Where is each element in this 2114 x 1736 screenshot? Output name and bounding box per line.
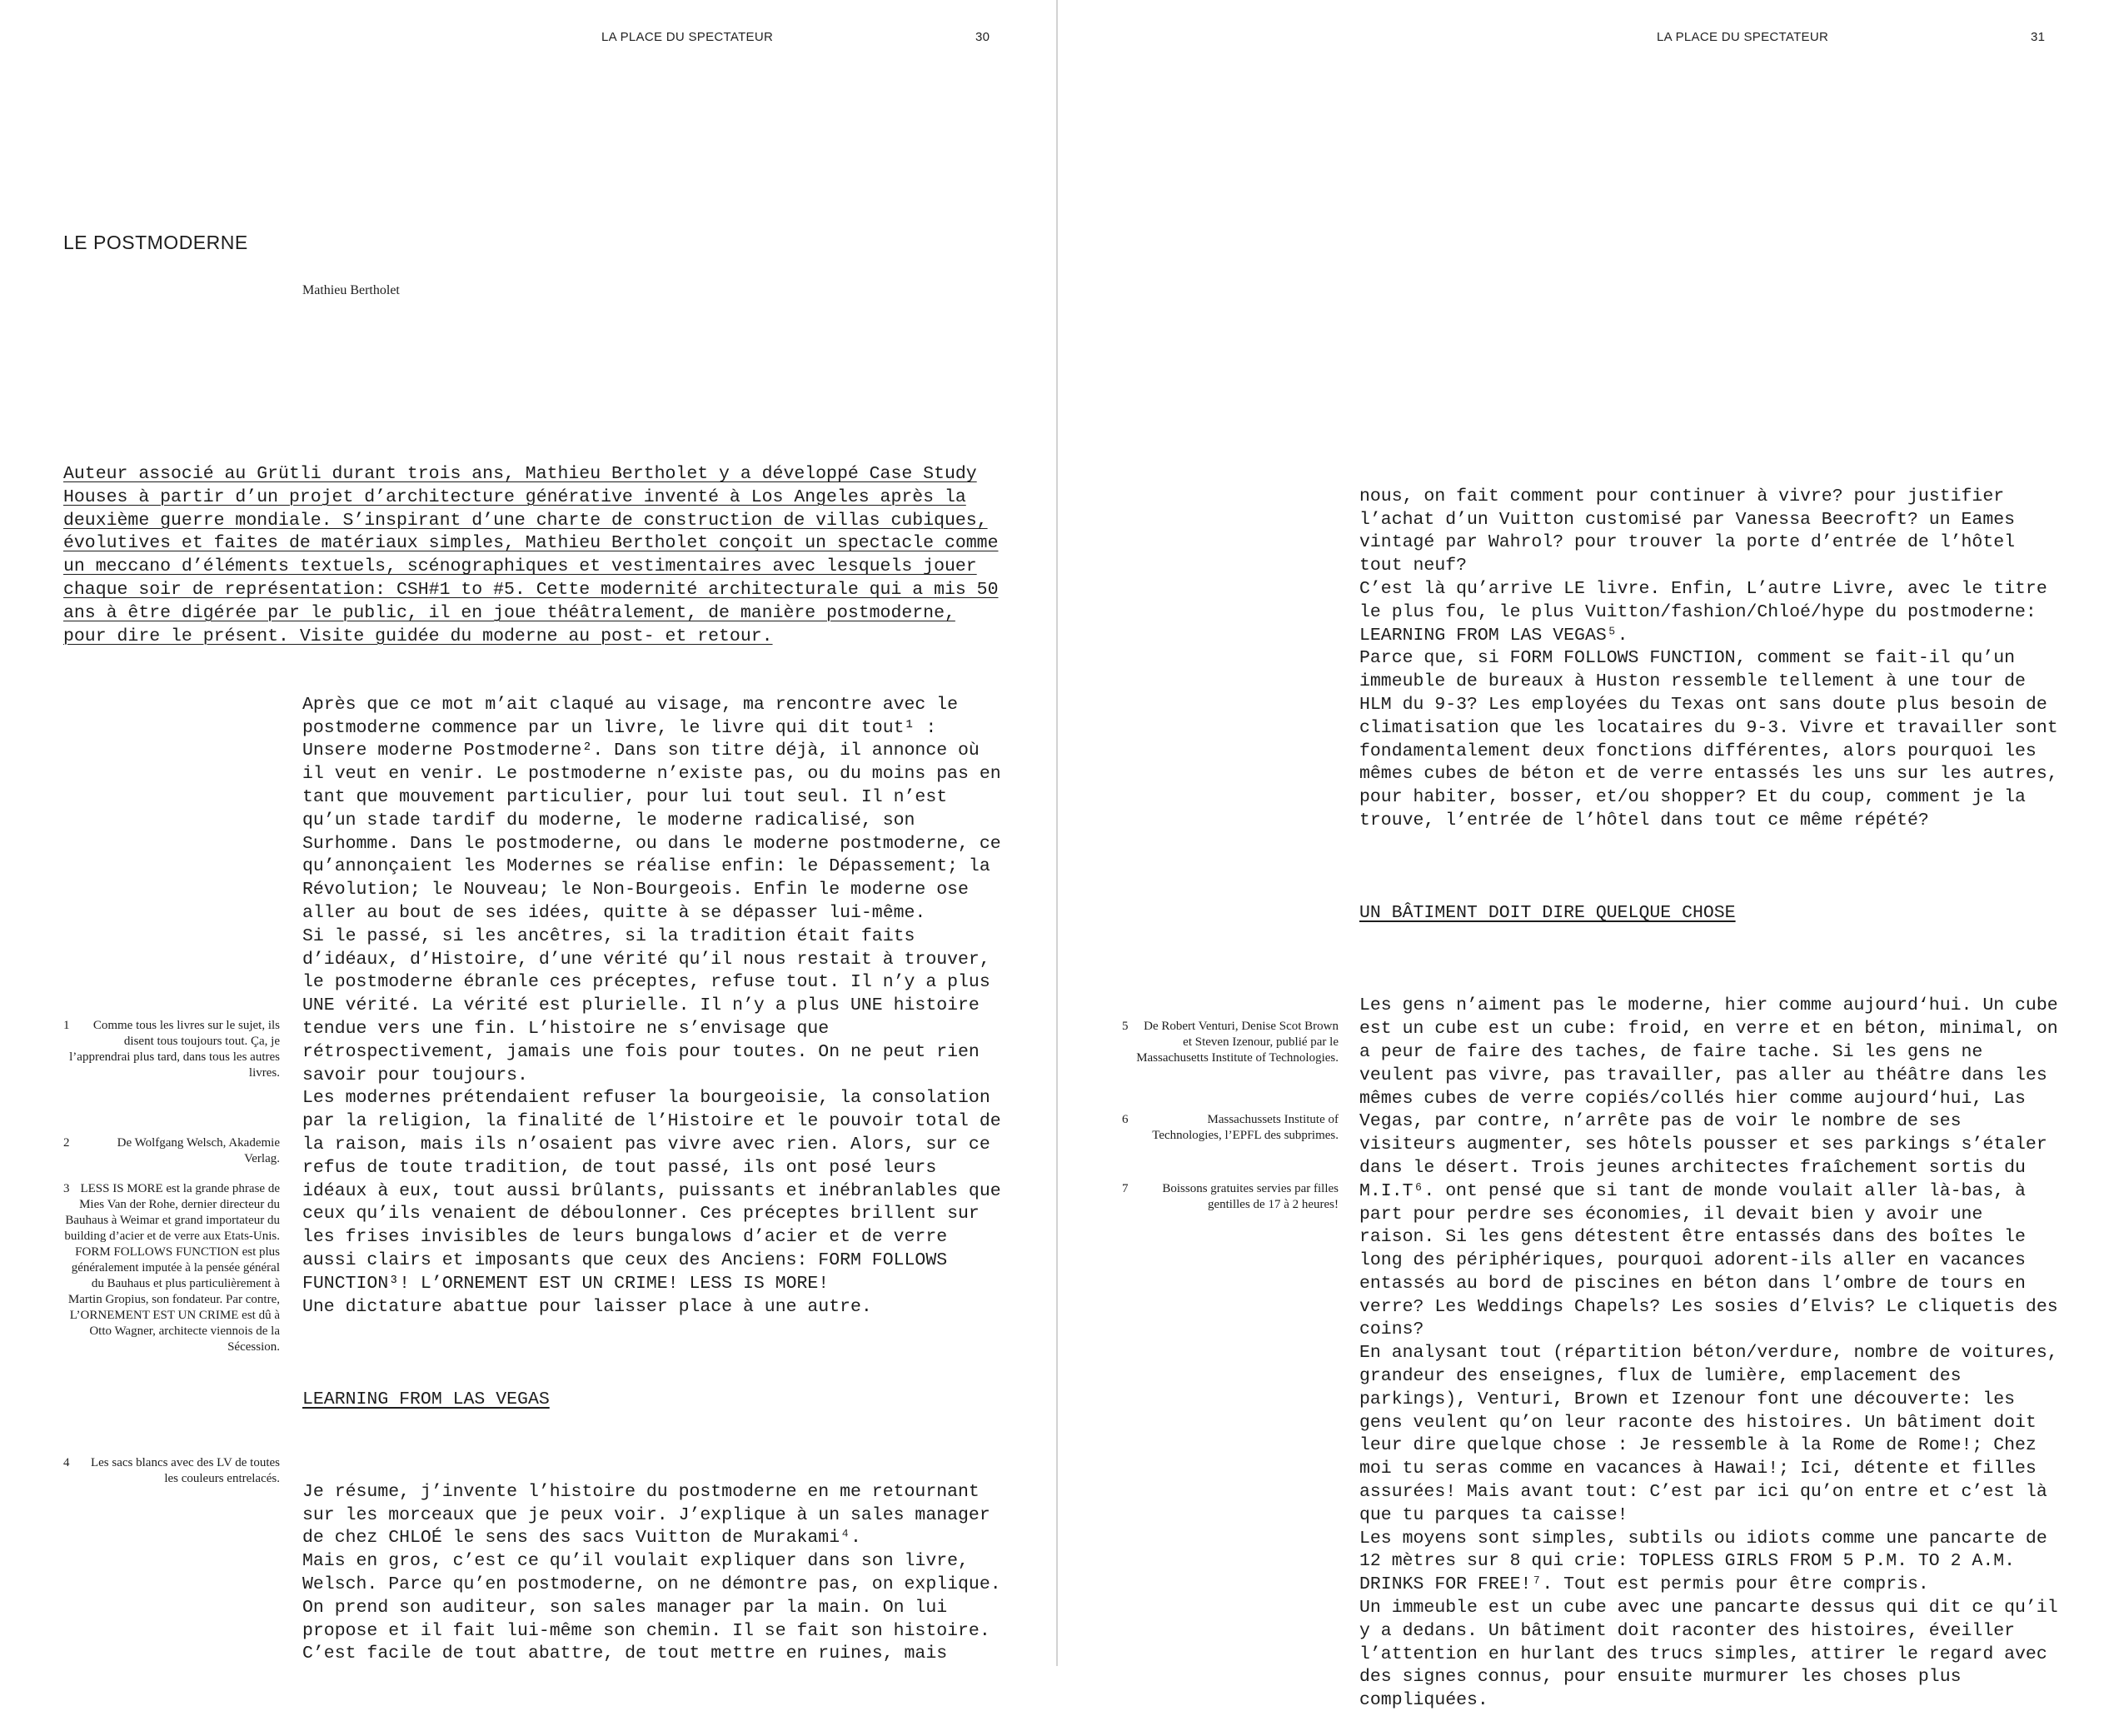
body-text: Les gens n’aiment pas le moderne, hier comme aujourd‘hui. Un cube est un cube est un cube: froid, en verre et en béton, minimal, on a peur de faire des taches, de faire tache. Si les gens ne veulent pas vivre, pas travailler, pas aller au théâtre dans les mêmes cubes de verre copiés/collés hier comme aujourd‘hui, Las Vegas, par contre, n’arrête pas de voir le nombre de ses visiteurs augmenter, ses hôtels pousser et ses parkings s’étaler dans le désert. Trois jeunes architectes fraîchement sortis du M.I.T⁶. ont pensé que si tant de monde voulait aller là-bas, à part pour perdre ses économies, il devait bien y avoir une raison. Si les gens détestent être entassés dans des boîtes le long des périphériques, pourquoi adorent-ils aller en vacances entassés au bord de piscines en béton dans l’ombre de tours en verre? Les Weddings Chapels? Les sosies d’Elvis? Le cliquetis des coins? En analysant tout (répartition béton/verdure, nombre de voitures, grandeur des enseignes, flux de lumière, emplacement des parkings), Venturi, Brown et Izenour font une découverte: les gens veulent qu’on leur raconte des histoires. Un bâtiment doit leur dire quelque chose : Je ressemble à la Rome de Rome!; Chez moi tu seras comme en vacances à Hawai!; Ici, détente et filles assurées! Mais avant tout: C’est par ici qu’on entre et c’est là que tu parques ta caisse! Les moyens sont simples, subtils ou idiots comme une pancarte de 12 mètres sur 8 qui crie: TOPLESS GIRLS FROM 5 P.M. TO 2 A.M. DRINKS FOR FREE!⁷. Tout est permis pour être compris. Un immeuble est un cube avec une pancarte dessus qui dit ce qu’il y a dedans. Un bâtiment doit raconter des histoires, éveiller l’attention en hurlant des trucs simples, attirer le regard avec des signes connus, pour ensuite murmurer les choses plus compliquées.	[1359, 995, 2058, 1711]
body-text: Après que ce mot m’ait claqué au visage, ma rencontre avec le postmoderne commence par un livre, le livre qui dit tout¹ : Unsere moderne Postmoderne². Dans son titre déjà, il annonce où il veut en venir. Le postmoderne n’existe pas, ou du moins pas en tant que mouvement particulier, pour lui tout seul. Il n’est qu’un stade tardif du moderne, le moderne radicalisé, son Surhomme. Dans le postmoderne, ou dans le moderne postmoderne, ce qu’annonçaient les Modernes se réalise enfin: le Dépassement; la Révolution; le Nouveau; le Non-Bourgeois. Enfin le moderne ose aller au bout de ses idées, quitte à se dépasser lui-même. Si le passé, si les ancêtres, si la tradition était faits d’idéaux, d’Histoire, d’une vérité qu’il nous restait à trouver, le postmoderne ébranle ces préceptes, refuse tout. Il n’y a plus UNE vérité. La vérité est plurielle. Il n’y a plus UNE histoire tendue vers une fin. L’histoire ne s’envisage que rétrospectivement, jamais une fois pour toutes. On ne peut rien savoir pour toujours. Les modernes prétendaient refuser la bourgeoisie, la consolation par la religion, la finalité de l’Histoire et le pouvoir total de la raison, mais ils n’osaient pas vivre avec rien. Alors, sur ce refus de toute tradition, de tout passé, ils ont posé leurs idéaux à eux, tout aussi brûlants, puissants et inébranlables que ceux qu’ils venaient de déboulonner. Ces préceptes brillent sur les frises invisibles de leurs bungalows d’acier et de verre aussi clairs et imposants que ceux des Anciens: FORM FOLLOWS FUNCTION³! L’ORNEMENT EST UN CRIME! LESS IS MORE! Une dictature abattue pour laisser place à une autre.	[302, 694, 1001, 1317]
footnote	[1122, 1112, 1339, 1144]
running-head: LA PLACE DU SPECTATEUR	[601, 30, 774, 44]
body-text: Je résume, j’invente l’histoire du postmoderne en me retournant sur les morceaux que je peux voir. J’explique à un sales manager de chez CHLOÉ le sens des sacs Vuitton de Murakami⁴. Mais en gros, c’est ce qu’il voulait expliquer dans son livre, Welsch. Parce qu’en postmoderne, on ne démontre pas, on explique. On prend son auditeur, son sales manager par la main. On lui propose et il fait lui-même son chemin. Il se fait son histoire. C’est facile de tout abattre, de tout mettre en ruines, mais	[302, 1481, 1001, 1664]
footnote-text: Boissons gratuites servies par filles gentilles de 17 à 2 heures!	[1162, 1182, 1339, 1211]
author-name: Mathieu Bertholet	[302, 283, 400, 297]
right-page	[1058, 0, 2114, 1711]
page-number: 31	[2031, 30, 2046, 44]
footnote	[63, 1135, 280, 1167]
footnote-text: Les sacs blancs avec des LV de toutes les couleurs entrelacés.	[90, 1456, 280, 1485]
footnote-number: 2	[63, 1136, 70, 1150]
section-subhead: LEARNING FROM LAS VEGAS	[302, 1389, 550, 1409]
footnote-number: 4	[63, 1456, 70, 1469]
footnote-number: 5	[1122, 1020, 1129, 1033]
footnote	[1122, 1019, 1339, 1066]
intro-paragraph	[63, 463, 1005, 648]
footnote-number: 1	[63, 1019, 70, 1032]
body-text: nous, on fait comment pour continuer à vivre? pour justifier l’achat d’un Vuitton customisé par Vanessa Beecroft? un Eames vintagé par Wahrol? pour trouver la porte d’entrée de l’hôtel tout neuf? C’est là qu’arrive LE livre. Enfin, L’autre Livre, avec le titre le plus fou, le plus Vuitton/fashion/Chloé/hype du postmoderne: LEARNING FROM LAS VEGAS⁵. Parce que, si FORM FOLLOWS FUNCTION, comment se fait-il qu’un immeuble de bureaux à Huston ressemble tellement à une tour de HLM du 9-3? Les employées du Texas ont sans doute plus besoin de climatisation que les locataires du 9-3. Vivre et travailler sont fondamentalement deux fonctions différentes, alors pourquoi les mêmes cubes de béton et de verre entassés les uns sur les autres, pour habiter, bosser, et/ou shopper? Et du coup, comment je la trouve, l’entrée de l’hôtel dans tout ce même répété?	[1359, 486, 2058, 831]
footnote-text: Massachussets Institute of Technologies, l’EPFL des subprimes.	[1152, 1113, 1339, 1142]
footnote-number: 7	[1122, 1182, 1129, 1195]
footnote	[1122, 1181, 1339, 1213]
main-column-right	[1359, 462, 2067, 1736]
article-title: LE POSTMODERNE	[63, 232, 248, 253]
footnote-text: De Robert Venturi, Denise Scot Brown et Steven Izenour, publié par le Massachusetts Institute of Technologies.	[1136, 1020, 1339, 1065]
left-page	[0, 0, 1056, 1666]
running-head: LA PLACE DU SPECTATEUR	[1657, 30, 1829, 44]
footnote	[63, 1455, 280, 1487]
section-subhead: UN BÂTIMENT DOIT DIRE QUELQUE CHOSE	[1359, 903, 1736, 924]
footnote-number: 6	[1122, 1113, 1129, 1126]
footnote	[63, 1018, 280, 1081]
footnote-text: Comme tous les livres sur le sujet, ils disent tous toujours tout. Ça, je l’apprendrai plus tard, dans tous les autres livres.	[69, 1019, 280, 1080]
intro-text: Auteur associé au Grütli durant trois ans, Mathieu Bertholet y a développé Case Study Houses à partir d’un projet d’architecture générative inventé à Los Angeles après la deuxième guerre mondiale. S’inspirant d’une charte de construction de villas cubiques, évolutives et faites de matériaux simples, Mathieu Bertholet conçoit un spectacle comme un meccano d’éléments textuels, scénographiques et vestimentaires avec lesquels jouer chaque soir de représentation: CSH#1 to #5. Cette modernité architecturale qui a mis 50 ans à être digérée par le public, il en joue théâtralement, de manière postmoderne, pour dire le présent. Visite guidée du moderne au post- et retour.	[63, 464, 999, 646]
page-number: 30	[975, 30, 990, 44]
footnote-text: De Wolfgang Welsch, Akademie Verlag.	[117, 1136, 280, 1165]
footnote-number: 3	[63, 1182, 70, 1195]
footnote	[63, 1181, 280, 1355]
footnote-text: LESS IS MORE est la grande phrase de Mies Van der Rohe, dernier directeur du Bauhaus à Weimar et grand importateur du building d’acier et de verre aux Etats-Unis. FORM FOLLOWS FUNCTION est plus généralement imputée à la pensée général du Bauhaus et plus particulièrement à Martin Gropius, son fondateur. Par contre, L’ORNEMENT EST UN CRIME est dû à Otto Wagner, architecte viennois de la Sécession.	[64, 1182, 280, 1354]
main-column-left	[302, 671, 1010, 1689]
